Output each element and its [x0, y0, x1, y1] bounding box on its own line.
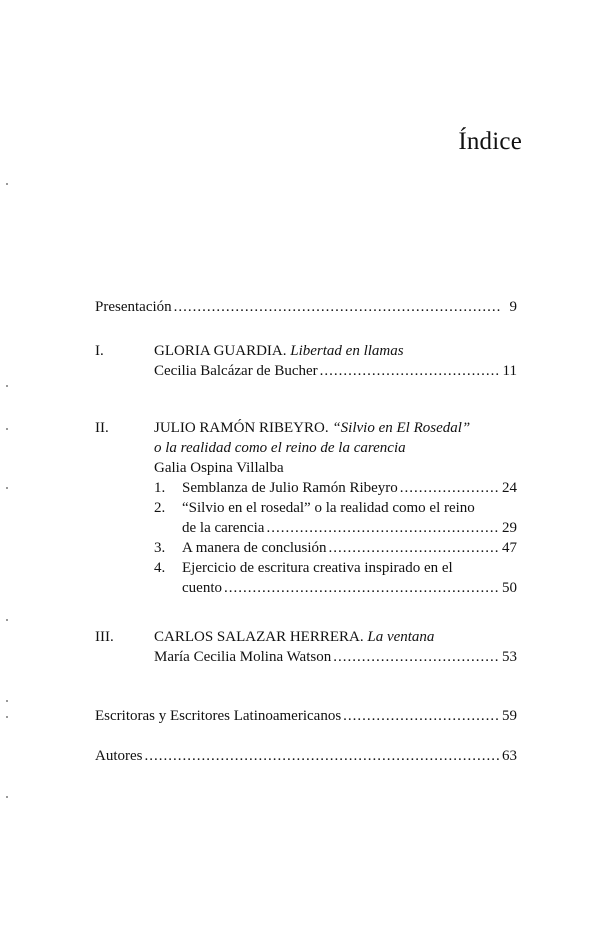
subitem-number: 2.	[154, 500, 166, 516]
toc-entry-presentacion[interactable]	[95, 297, 517, 317]
toc-page-number: 29	[502, 520, 517, 536]
toc-page-number: 63	[502, 748, 517, 764]
dot-leader	[333, 647, 500, 667]
section-author: GLORIA GUARDIA.	[154, 343, 287, 359]
scan-speck	[6, 700, 8, 702]
section-heading	[154, 418, 517, 438]
toc-entry-autores[interactable]	[95, 746, 517, 766]
toc-entry-escritores[interactable]	[95, 706, 517, 726]
dot-leader	[400, 478, 500, 498]
dot-leader	[266, 518, 500, 538]
dot-leader	[343, 706, 500, 726]
section-author: CARLOS SALAZAR HERRERA.	[154, 629, 364, 645]
subitem-number: 3.	[154, 540, 166, 556]
toc-subitem[interactable]	[154, 558, 517, 578]
scan-speck	[6, 385, 8, 387]
section-critic: Galia Ospina Villalba	[154, 460, 284, 476]
dot-leader	[145, 746, 501, 766]
toc-section-2[interactable]	[154, 418, 517, 598]
toc-subitem-continuation[interactable]	[154, 578, 517, 598]
section-subtitle: o la realidad como el reino de la carencia	[154, 440, 406, 456]
toc-section-3[interactable]	[154, 627, 517, 667]
toc-page-number: 47	[502, 540, 517, 556]
subitem-label: A manera de conclusión	[182, 540, 327, 556]
subitem-label: Ejercicio de escritura creativa inspirado en el	[182, 560, 453, 576]
subitem-label-continued: de la carencia	[182, 520, 265, 536]
section-numeral: III.	[95, 629, 114, 645]
dot-leader	[329, 538, 500, 558]
toc-page-number: 50	[502, 580, 517, 596]
toc-subitem[interactable]	[154, 478, 517, 498]
toc-page-number: 9	[509, 299, 517, 315]
scan-speck	[6, 428, 8, 430]
scan-speck	[6, 619, 8, 621]
scan-speck	[6, 796, 8, 798]
section-numeral: II.	[95, 420, 109, 436]
section-work: La ventana	[367, 629, 435, 645]
dot-leader	[320, 361, 501, 381]
section-work: Libertad en llamas	[290, 343, 404, 359]
section-numeral: I.	[95, 343, 104, 359]
subitem-label: “Silvio en el rosedal” o la realidad como el reino	[182, 500, 475, 516]
section-heading	[154, 627, 517, 647]
section-work: “Silvio en El Rosedal”	[332, 420, 471, 436]
section-critic: Cecilia Balcázar de Bucher	[154, 363, 318, 379]
scan-speck	[6, 487, 8, 489]
scan-speck	[6, 183, 8, 185]
toc-page-number: 24	[502, 480, 517, 496]
toc-entry	[154, 361, 517, 381]
subitem-label: Semblanza de Julio Ramón Ribeyro	[182, 480, 398, 496]
dot-leader	[224, 578, 500, 598]
scan-speck	[6, 716, 8, 718]
toc-section-1[interactable]	[154, 341, 517, 381]
toc-subitem[interactable]	[154, 498, 517, 518]
toc-subitem-continuation[interactable]	[154, 518, 517, 538]
subitem-number: 4.	[154, 560, 166, 576]
subitem-number: 1.	[154, 480, 166, 496]
subitem-label-continued: cuento	[182, 580, 222, 596]
toc-subitem[interactable]	[154, 538, 517, 558]
section-author: JULIO RAMÓN RIBEYRO.	[154, 420, 329, 436]
toc-label: Escritoras y Escritores Latinoamericanos	[95, 708, 342, 724]
dot-leader	[174, 297, 501, 317]
toc-label: Autores	[95, 748, 143, 764]
section-critic: María Cecilia Molina Watson	[154, 649, 332, 665]
toc-label: Presentación	[95, 299, 172, 315]
toc-page-number: 53	[502, 649, 517, 665]
page-title: Índice	[458, 128, 522, 155]
section-heading	[154, 341, 517, 361]
toc-page-number: 59	[502, 708, 517, 724]
toc-page-number: 11	[502, 363, 517, 379]
toc-entry	[154, 647, 517, 667]
